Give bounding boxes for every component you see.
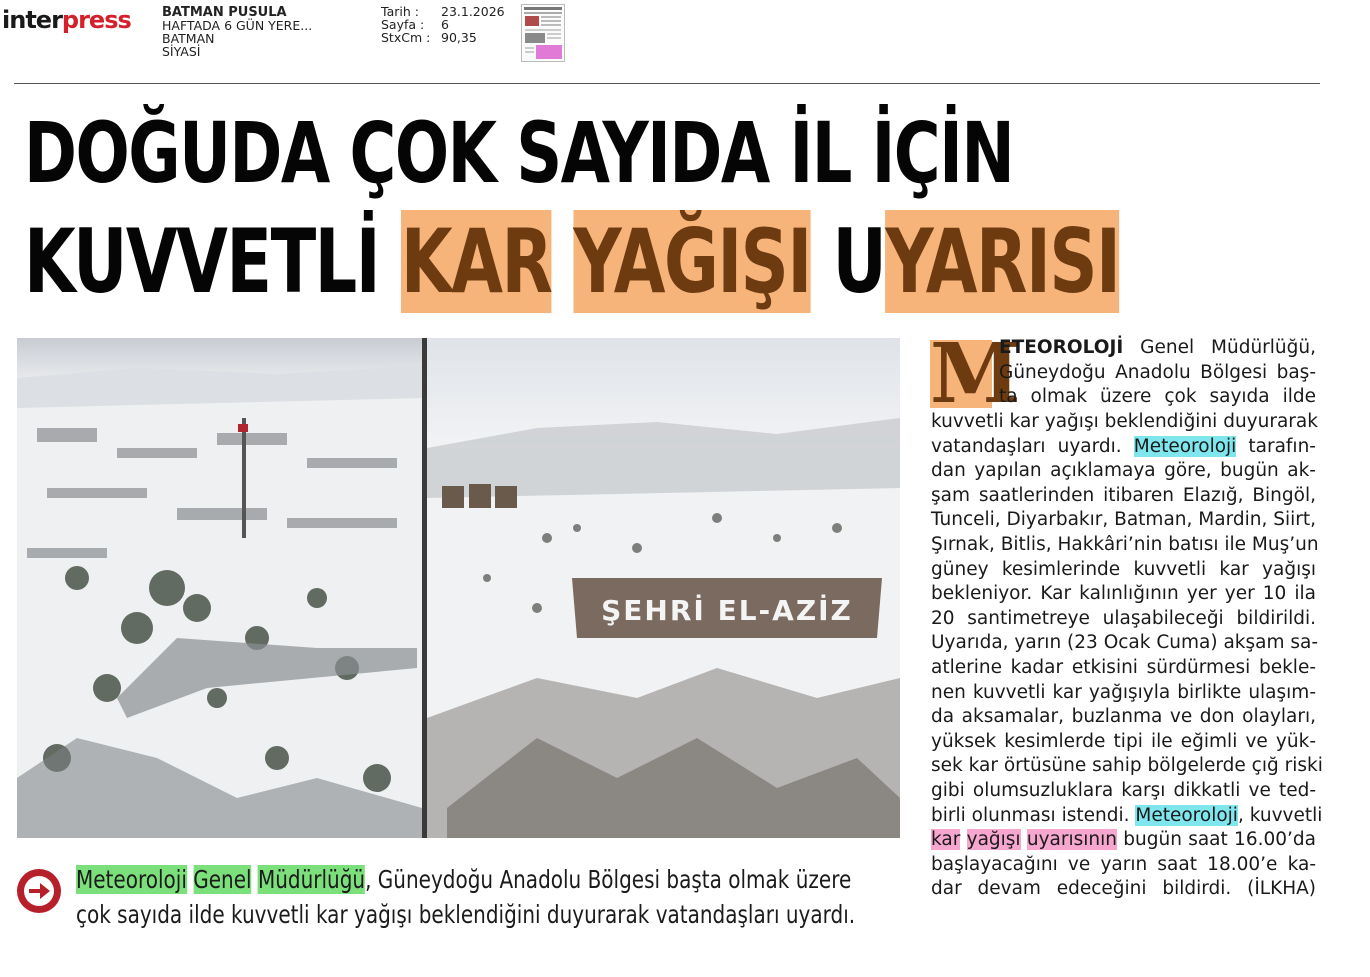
article-line: güney kesimlerinde kuvvetli kar yağışı [931, 558, 1316, 580]
page-thumbnail[interactable] [521, 4, 565, 62]
caption-highlight-mudurlugu: Müdürlüğü [257, 865, 366, 894]
headline-line-2 [24, 210, 1120, 313]
article-body [931, 410, 1323, 902]
publication-city: BATMAN [162, 31, 215, 46]
article-text: birli olunması istendi. [931, 804, 1130, 826]
headline-line-1: DOĞUDA ÇOK SAYIDA İL İÇİN [24, 104, 1014, 202]
snowy-city-photo [17, 338, 900, 838]
article-line: şam saatlerinden itibaren Elazığ, Bingöl, [931, 484, 1316, 506]
headline-letter-u: U [832, 210, 886, 313]
article-line: Güneydoğu Anadolu Bölgesi baş- [999, 361, 1316, 383]
publication-category: SİYASİ [162, 44, 201, 59]
article-line: kuvvetli kar yağışı beklendiğini duyurarak [931, 411, 1318, 432]
headline-word-kuvvetli: KUVVETLİ [24, 210, 380, 313]
page-label: Sayfa : [381, 17, 425, 32]
stxcm-value: 90,35 [441, 30, 477, 45]
article-highlight-yagisi: yağışı [966, 829, 1021, 851]
headline-highlight-yagisi: YAĞIŞI [573, 210, 811, 313]
article-highlight-meteoroloji-2: Meteoroloji [1135, 804, 1238, 826]
article-text: vatandaşları uyardı. [931, 435, 1122, 457]
article-dropcap: M [930, 326, 1021, 422]
arrow-right-icon [16, 868, 62, 914]
publication-frequency: HAFTADA 6 GÜN YERE... [162, 18, 313, 33]
headline-highlight-yarisi: YARISI [885, 210, 1120, 313]
logo-text-inter: inter [2, 6, 62, 34]
article-highlight-uyarisinin: uyarısının [1026, 829, 1117, 851]
article-line [999, 336, 1316, 361]
article-line: sek kar örtüsüne sahip bölgelerde çığ riski [931, 755, 1323, 777]
logo-text-press: press [61, 6, 131, 34]
article-line: atlerine kadar etkisini sürdürmesi bekle- [931, 656, 1316, 678]
article-line: Tunceli, Diyarbakır, Batman, Mardin, Siirt, [931, 509, 1316, 531]
interpress-logo [2, 6, 131, 34]
caption-highlight-meteoroloji: Meteoroloji [76, 865, 187, 894]
article-text: Genel Müdürlüğü, [1140, 337, 1316, 358]
article-line [931, 828, 1316, 853]
article-line: başlayacağını ve yarın saat 18.00’e ka- [931, 853, 1316, 875]
publication-info [162, 6, 312, 58]
article-highlight-meteoroloji: Meteoroloji [1133, 435, 1237, 457]
photo-caption [76, 862, 856, 932]
article-text: , kuvvetli [1237, 804, 1323, 826]
article-line: dar devam edeceğini bildirdi. (İLKHA) [931, 878, 1316, 900]
publication-name: BATMAN PUSULA [162, 5, 287, 20]
caption-text-rest: , Güneydoğu Anadolu Bölgesi başta olmak üzere [365, 865, 852, 894]
article-bold-word: ETEOROLOJİ [999, 337, 1124, 358]
photo-sign-text: ŞEHRİ EL-AZİZ [601, 594, 853, 627]
clipping-info [381, 5, 505, 44]
caption-highlight-genel: Genel [193, 865, 252, 894]
article-line: 20 santimetreye ulaşabileceği bildirildi. [931, 607, 1316, 629]
article-text: bugün saat 16.00’da [1123, 829, 1316, 851]
article-line [931, 435, 1316, 460]
article-line: da aksamalar, buzlanma ve don olayları, [931, 706, 1316, 728]
article-line: gibi olumsuzluklara karşı dikkatli ve ted- [931, 779, 1316, 801]
article-top-lines [999, 336, 1316, 410]
date-label: Tarih : [381, 4, 419, 19]
stxcm-label: StxCm : [381, 30, 431, 45]
article-line: Şırnak, Bitlis, Hakkâri’nin batısı ile Muş’un [931, 533, 1319, 555]
caption-line-2: çok sayıda ilde kuvvetli kar yağışı beklendiğini duyurarak vatandaşları uyardı. [76, 900, 856, 929]
header-divider [14, 83, 1320, 84]
article-line: ta olmak üzere çok sayıda ilde [999, 386, 1316, 408]
caption-line-1 [76, 862, 852, 897]
article-line: yüksek kesimlerde tipi ile eğimli ve yük- [931, 730, 1316, 752]
article-line: dan yapılan açıklamaya göre, bugün ak- [931, 460, 1316, 482]
article-line [931, 804, 1323, 829]
article-line: Uyarıda, yarın (23 Ocak Cuma) akşam sa- [931, 632, 1319, 654]
headline-highlight-kar: KAR [400, 210, 552, 313]
article-text: tarafın- [1248, 435, 1316, 457]
page-value: 6 [441, 17, 449, 32]
article-highlight-kar: kar [931, 829, 961, 851]
article-line: nen kuvvetli kar yağışıyla birlikte ulaşım- [931, 681, 1316, 703]
date-value: 23.1.2026 [441, 4, 505, 19]
article-line: bekleniyor. Kar kalınlığının yer yer 10 ila [931, 583, 1316, 605]
